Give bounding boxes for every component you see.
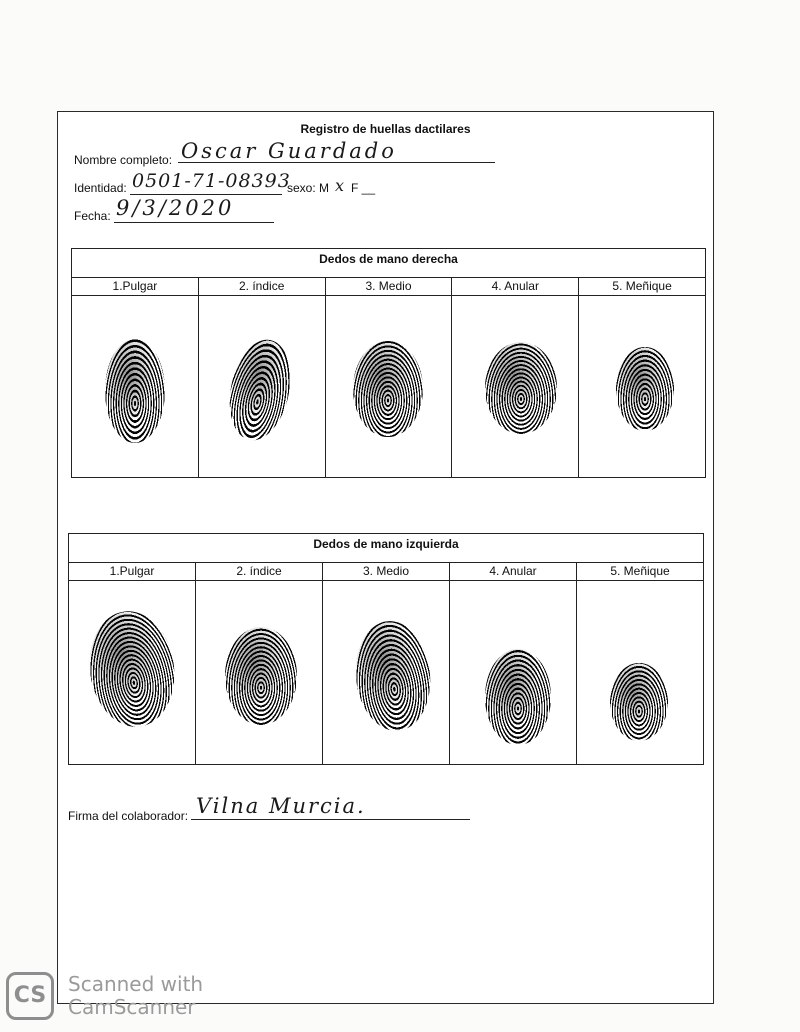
form-title: Registro de huellas dactilares — [300, 122, 471, 136]
fingerprint-image — [616, 347, 674, 431]
right-middle-cell — [326, 296, 453, 477]
left-index-cell — [196, 581, 323, 764]
right-little-cell — [579, 296, 705, 477]
signature-underline — [191, 819, 470, 820]
left-finger-header: 5. Meñique — [610, 564, 670, 578]
fingerprint-image — [105, 339, 165, 443]
camscanner-logo-icon: CS — [6, 972, 54, 1020]
right-hand-header — [72, 278, 705, 296]
sex-label: sexo: M — [287, 181, 330, 195]
sex-mark: x — [335, 176, 348, 195]
left-finger-header: 4. Anular — [450, 563, 577, 580]
name-value: Oscar Guardado — [181, 139, 397, 163]
signature-label: Firma del colaborador: — [68, 809, 189, 823]
left-thumb-cell — [69, 581, 196, 764]
right-finger-header: 1.Pulgar — [72, 278, 199, 295]
right-finger-header: 4. Anular — [452, 278, 579, 295]
fingerprint-image — [353, 341, 423, 437]
left-hand-title: Dedos de mano izquierda — [69, 534, 703, 563]
fingerprint-image — [221, 334, 299, 446]
left-finger-header: 2. índice — [196, 563, 323, 580]
fingerprint-image — [610, 663, 668, 741]
right-hand-grid — [71, 248, 706, 478]
fingerprint-image — [350, 617, 435, 734]
id-label: Identidad: — [74, 181, 127, 195]
right-ring-cell — [452, 296, 579, 477]
date-label: Fecha: — [74, 209, 111, 223]
left-hand-header — [69, 563, 703, 581]
left-little-cell — [577, 581, 703, 764]
fingerprint-image — [485, 342, 557, 434]
watermark-line2: CamScanner — [68, 995, 196, 1019]
camscanner-watermark — [6, 972, 203, 1020]
left-finger-header: 3. Medio — [323, 563, 450, 580]
fingerprint-image — [225, 627, 297, 725]
left-hand-grid — [68, 533, 704, 765]
name-label: Nombre completo: — [74, 153, 173, 167]
watermark-line1: Scanned with — [68, 972, 204, 996]
fingerprint-form — [57, 111, 714, 1004]
left-middle-cell — [323, 581, 450, 764]
left-finger-header: 1.Pulgar — [69, 563, 196, 580]
left-ring-cell — [450, 581, 577, 764]
fingerprint-image — [82, 605, 181, 732]
id-value: 0501-71-08393 — [132, 170, 291, 192]
right-hand-title: Dedos de mano derecha — [72, 249, 705, 278]
name-underline — [178, 162, 495, 163]
watermark-text — [68, 973, 203, 1019]
signature-value: Vilna Murcia. — [196, 794, 366, 818]
date-underline — [114, 222, 274, 223]
right-index-cell — [199, 296, 326, 477]
sex-f-label: F __ — [351, 181, 376, 195]
right-finger-header: 3. Medio — [326, 278, 453, 295]
right-thumb-cell — [72, 296, 199, 477]
date-value: 9/3/2020 — [116, 196, 235, 220]
id-underline — [130, 194, 282, 195]
right-finger-header: 2. índice — [199, 278, 326, 295]
fingerprint-image — [485, 649, 551, 745]
right-finger-header: 5. Meñique — [612, 279, 672, 293]
